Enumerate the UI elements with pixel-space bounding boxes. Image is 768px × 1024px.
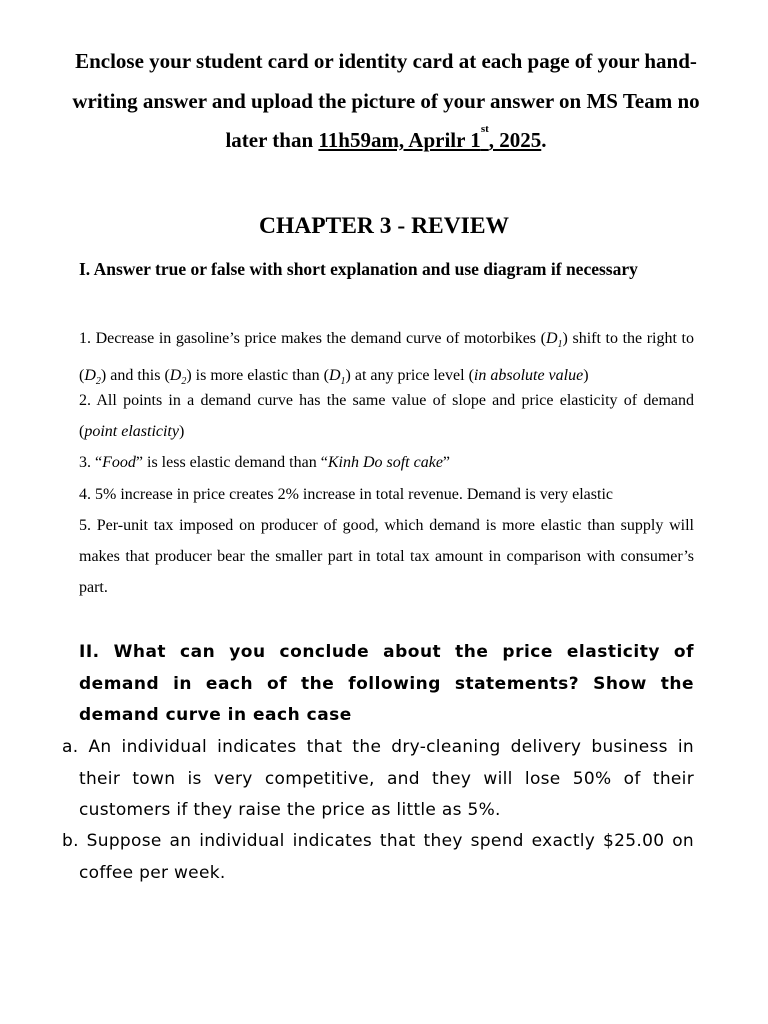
question-2: 2. All points in a demand curve has the same value of slope and price elasticity of demand (point elasticity) — [79, 392, 694, 440]
deadline — [318, 123, 542, 152]
deadline-date: 11h59am, Aprilr 1 — [318, 128, 481, 152]
chapter-title: CHAPTER 3 - REVIEW — [258, 213, 510, 239]
notice-text: Enclose your student card or identity card at each page of your hand-writing answer and upload the picture of your answer on MS Team no later than — [72, 49, 700, 152]
statement-a: a. An individual indicates that the dry-cleaning delivery business in their town is very competitive, and they will lose 50% of their customers if they raise the price as little as 5%. — [62, 737, 694, 820]
section-1-heading: I. Answer true or false with short explanation and use diagram if necessary — [79, 259, 638, 279]
notice-period: . — [541, 128, 547, 152]
question-1: 1. Decrease in gasoline’s price makes the demand curve of motorbikes $(D_1)$ shift to the right to $(D_2)$ and this $(D_2)$ is more elastic than $(D_1)$ at any price level (in absolute value) — [79, 330, 694, 388]
submission-notice — [70, 42, 702, 161]
section-2-heading: II. What can you conclude about the price elasticity of demand in each of the following statements? Show the demand curve in each case — [79, 642, 694, 725]
question-5: 5. Per-unit tax imposed on producer of good, which demand is more elastic than supply will makes that producer bear the smaller part in total tax amount in comparison with consumer’s part. — [79, 517, 694, 596]
statement-b: b. Suppose an individual indicates that they spend exactly $25.00 on coffee per week. — [62, 831, 694, 883]
deadline-year: , 2025 — [488, 128, 542, 152]
question-3: 3. “Food” is less elastic demand than “Kinh Do soft cake” — [79, 454, 451, 471]
question-4: 4. 5% increase in price creates 2% increase in total revenue. Demand is very elastic — [79, 486, 613, 503]
deadline-ordinal: st — [480, 123, 489, 135]
